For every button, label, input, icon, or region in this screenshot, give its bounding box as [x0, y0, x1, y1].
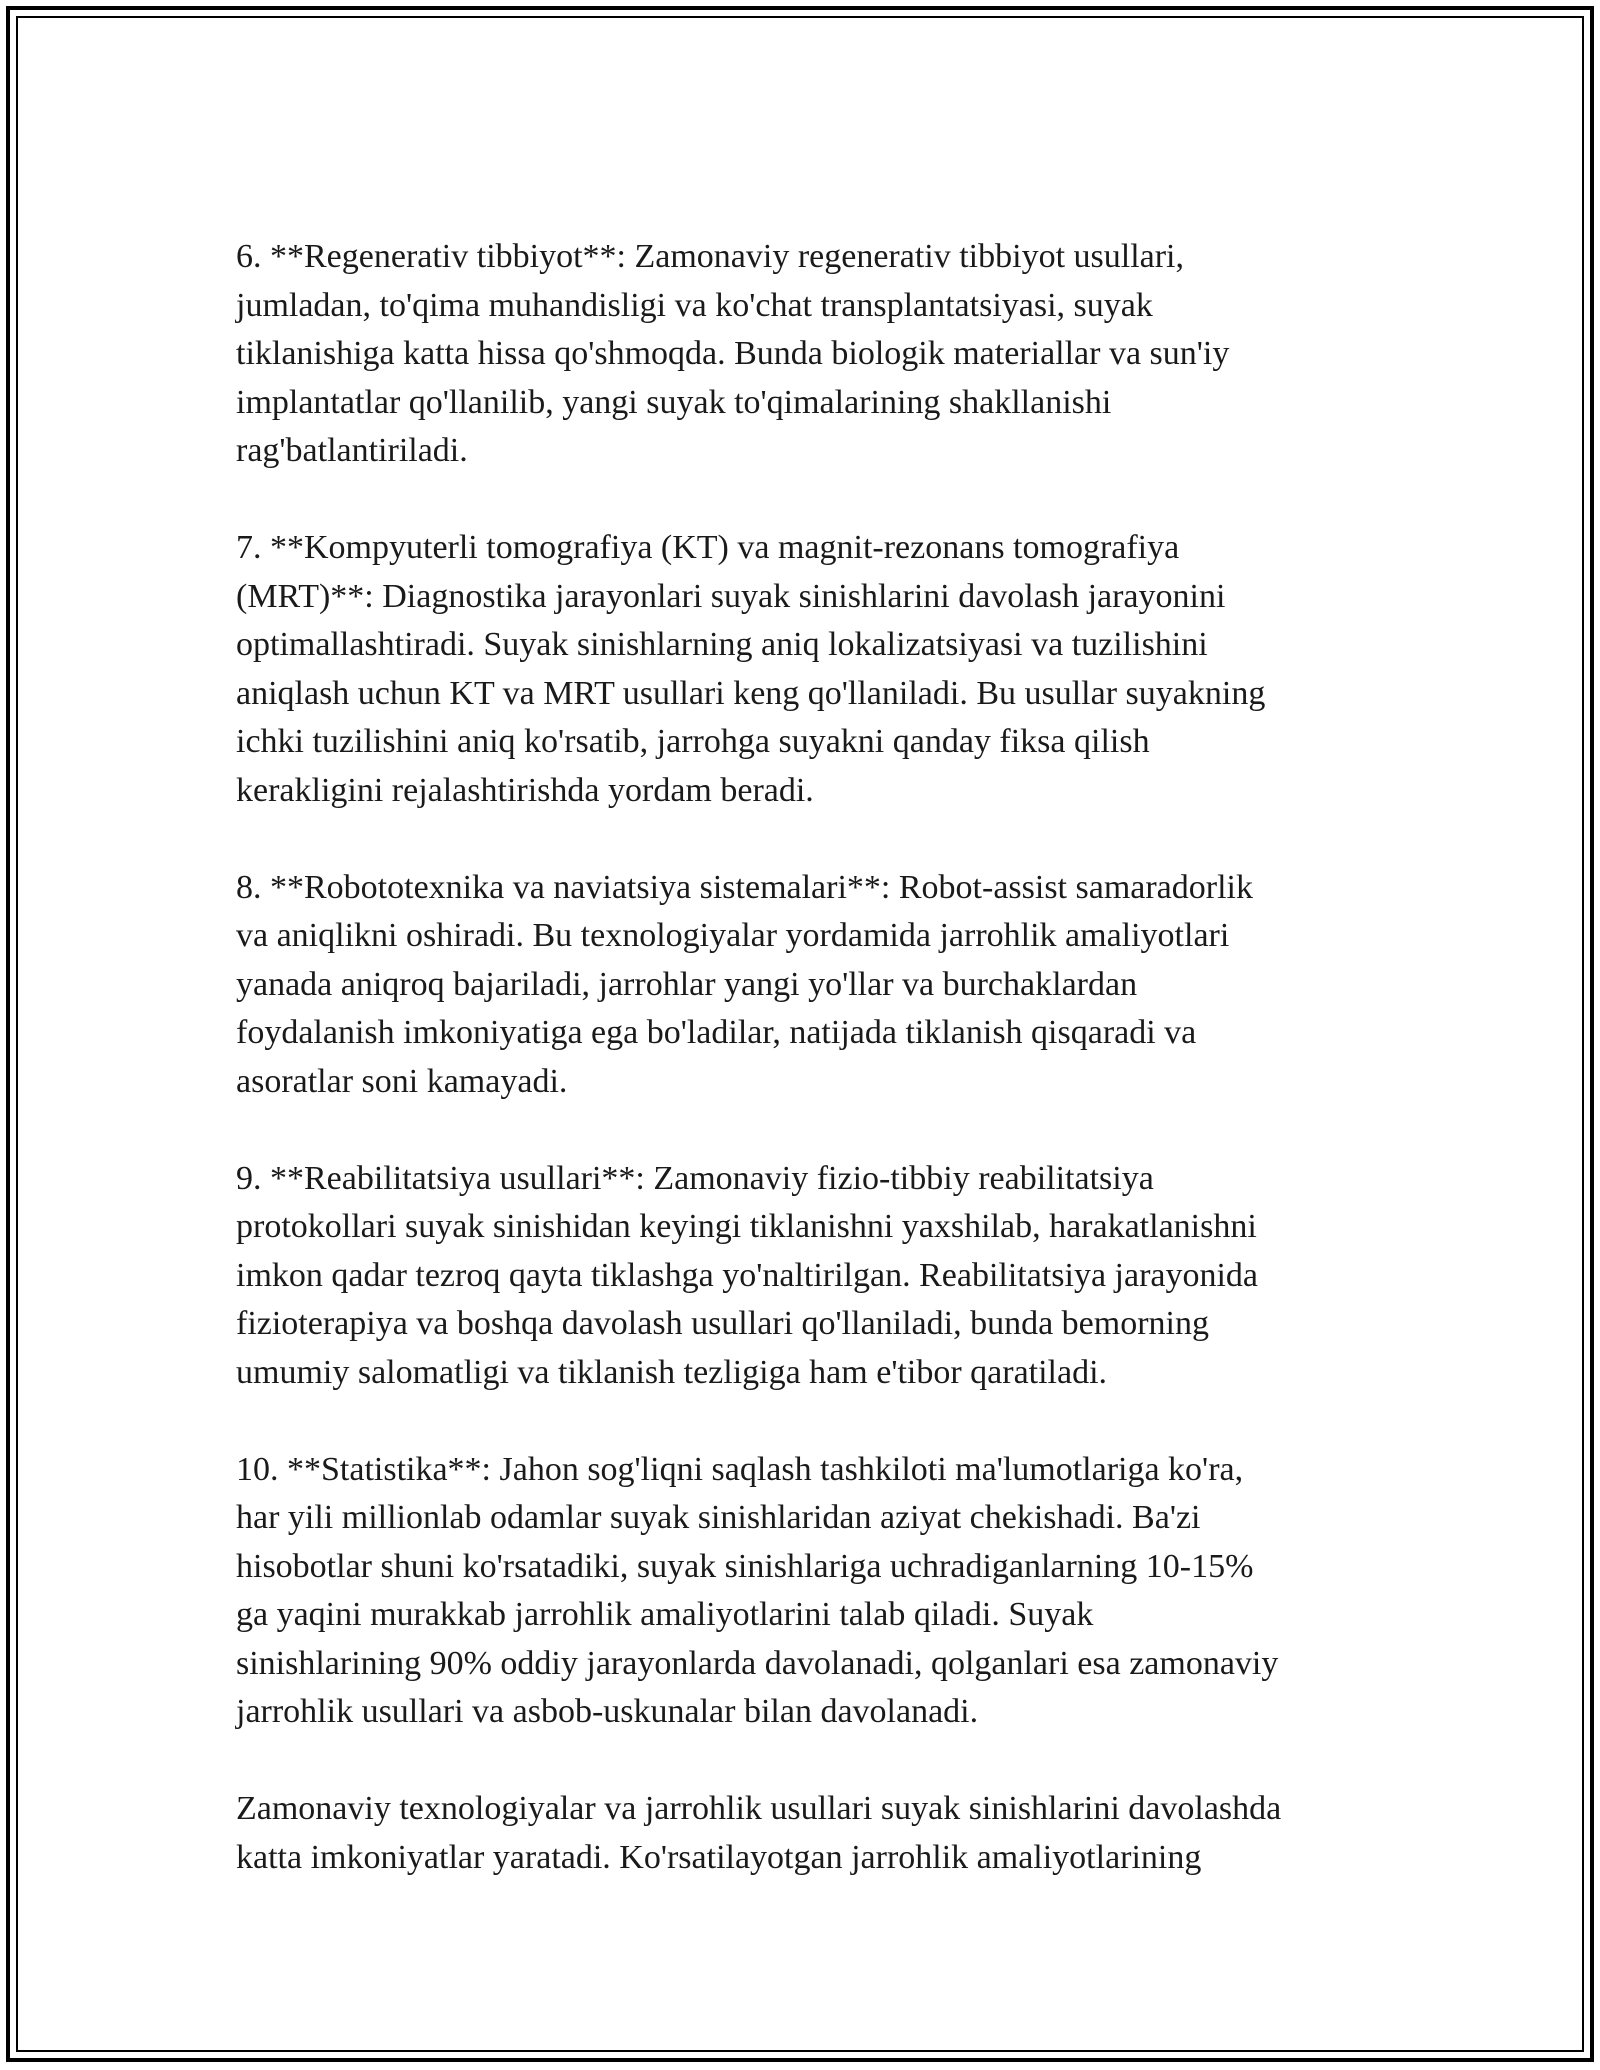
paragraph-robotics-navigation: 8. **Robototexnika va naviatsiya sistemalari**: Robot-assist samaradorlik va aniqlikni oshiradi. Bu texnologiyalar yordamida jarrohlik amaliyotlari yanada aniqroq bajariladi, jarrohlar yangi yo'llar va burchaklardan foydalanish imkoniyatiga ega bo'ladilar, natijada tiklanish qisqaradi va asoratlar soni kamayadi. — [236, 868, 1253, 1100]
paragraph-statistics: 10. **Statistika**: Jahon sog'liqni saqlash tashkiloti ma'lumotlariga ko'ra, har yili millionlab odamlar suyak sinishlaridan aziyat chekishadi. Ba'zi hisobotlar shuni ko'rsatadiki, suyak sinishlariga uchradiganlarning 10-15% ga yaqini murakkab jarrohlik amaliyotlarini talab qiladi. Suyak sinishlarining 90% oddiy jarayonlarda davolanadi, qolganlari esa zamonaviy jarrohlik usullari va asbob-uskunalar bilan davolanadi. — [236, 1450, 1279, 1730]
paragraph-rehabilitation: 9. **Reabilitatsiya usullari**: Zamonaviy fizio-tibbiy reabilitatsiya protokollari suyak sinishidan keyingi tiklanishni yaxshilab, harakatlanishni imkon qadar tezroq qayta tiklashga yo'naltirilgan. Reabilitatsiya jarayonida fizioterapiya va boshqa davolash usullari qo'llaniladi, bunda bemorning umumiy salomatligi va tiklanish tezligiga ham e'tibor qaratiladi. — [236, 1159, 1259, 1391]
paragraph-regenerative-medicine: 6. **Regenerativ tibbiyot**: Zamonaviy regenerativ tibbiyot usullari, jumladan, to'qima muhandisligi va ko'chat transplantatsiyasi, suyak tiklanishiga katta hissa qo'shmoqda. Bunda biologik materiallar va sun'iy implantatlar qo'llanilib, yangi suyak to'qimalarining shakllanishi rag'batlantiriladi. — [236, 238, 1230, 469]
paragraph-conclusion: Zamonaviy texnologiyalar va jarrohlik usullari suyak sinishlarini davolashda katta imkoniyatlar yaratadi. Ko'rsatilayotgan jarrohlik amaliyotlarining — [236, 1790, 1282, 1876]
paragraph-ct-mri: 7. **Kompyuterli tomografiya (KT) va magnit-rezonans tomografiya (MRT)**: Diagnostika jarayonlari suyak sinishlarini davolash jarayonini optimallashtiradi. Suyak sinishlarning aniq lokalizatsiyasi va tuzilishini aniqlash uchun KT va MRT usullari keng qo'llaniladi. Bu usullar suyakning ichki tuzilishini aniq ko'rsatib, jarrohga suyakni qanday fiksa qilish kerakligini rejalashtirishda yordam beradi. — [236, 529, 1266, 809]
document-body — [236, 233, 1376, 1882]
